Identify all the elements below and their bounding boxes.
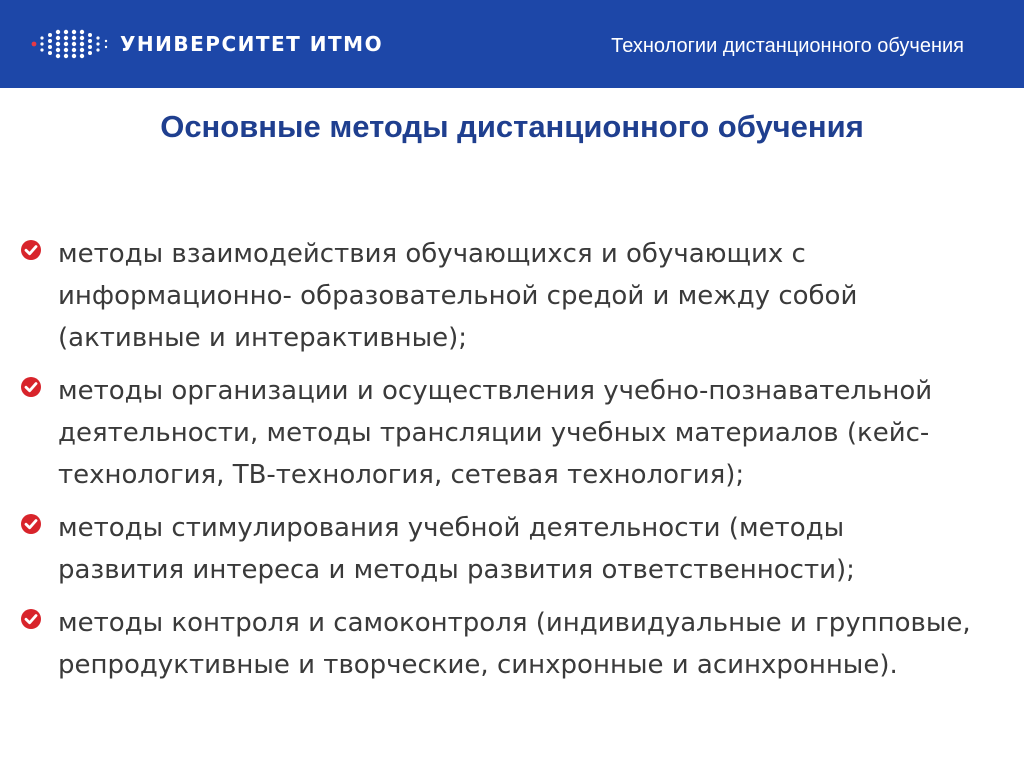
logo-text: УНИВЕРСИТЕТ ИТМО [120, 32, 384, 56]
itmo-logo [30, 24, 383, 64]
bullet-line: развития интереса и методы развития ответственности); [58, 555, 855, 585]
bullet-item [20, 370, 1020, 496]
bullet-line: (активные и интерактивные); [58, 323, 468, 353]
bullet-line: информационно- образовательной средой и между собой [58, 281, 858, 311]
bullet-line: методы стимулирования учебной деятельности (методы [58, 513, 845, 543]
bullet-line: методы взаимодействия обучающихся и обучающих с [58, 239, 806, 269]
check-circle-icon [20, 608, 42, 630]
check-circle-icon [20, 376, 42, 398]
check-circle-icon [20, 513, 42, 535]
bullet-line: методы организации и осуществления учебно-познавательной [58, 376, 933, 406]
slide-title: Основные методы дистанционного обучения [160, 109, 864, 144]
bullet-line: технология, ТВ-технология, сетевая технология); [58, 460, 745, 490]
bullet-item [20, 602, 1020, 686]
course-title: Технологии дистанционного обучения [611, 35, 964, 57]
bullet-line: деятельности, методы трансляции учебных материалов (кейс- [58, 418, 930, 448]
bullet-item [20, 507, 1020, 591]
check-circle-icon [20, 239, 42, 261]
bullet-line: репродуктивные и творческие, синхронные и асинхронные). [58, 650, 898, 680]
header-bar [0, 0, 1024, 88]
bullet-item [20, 233, 1020, 359]
itmo-dots-logo-icon [30, 25, 114, 63]
bullet-line: методы контроля и самоконтроля (индивидуальные и групповые, [58, 608, 971, 638]
methods-bullet-list [20, 233, 1020, 697]
